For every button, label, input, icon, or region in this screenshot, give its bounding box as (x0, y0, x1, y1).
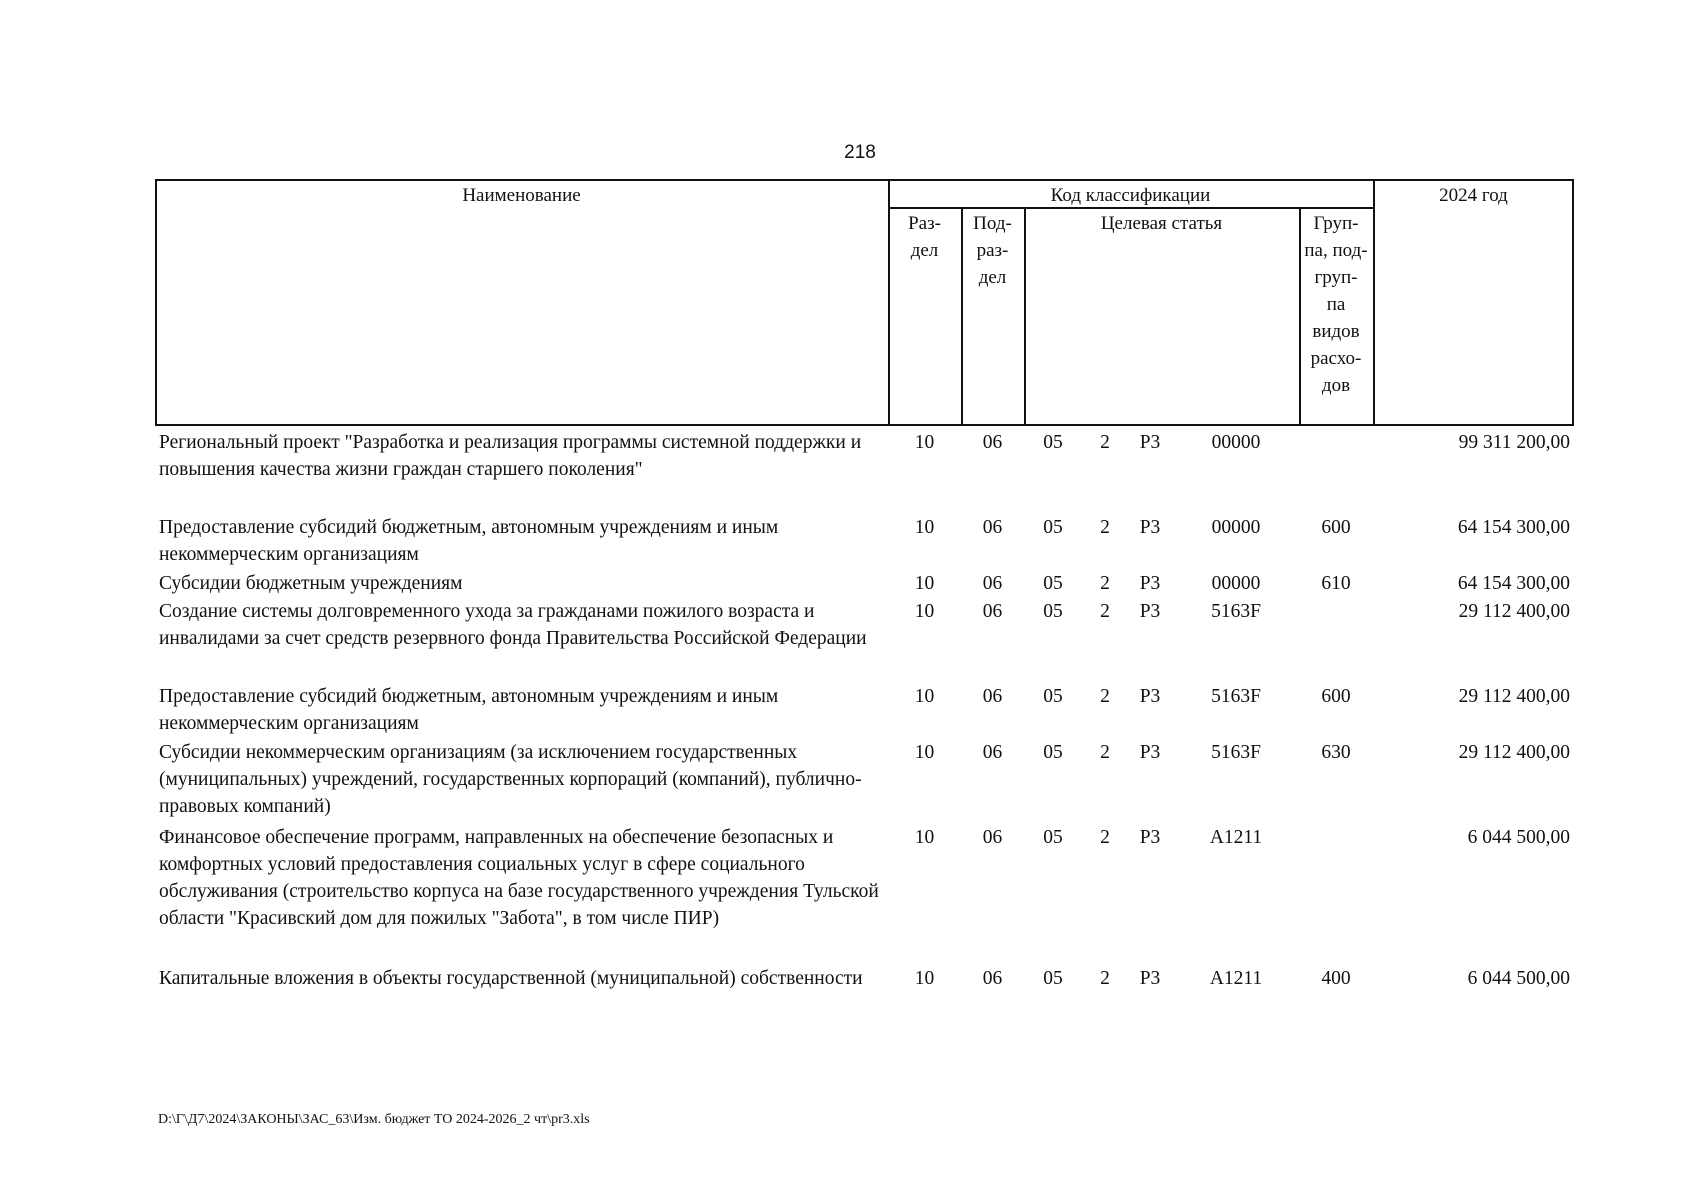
cell-target-subprogram: 2 (1100, 601, 1110, 622)
header-divider (1024, 208, 1026, 426)
cell-target-project: Р3 (1139, 573, 1161, 594)
header-divider (1373, 179, 1375, 426)
cell-target-subprogram: 2 (1100, 517, 1110, 538)
cell-razdel: 10 (914, 742, 935, 763)
header-classification: Код классификации (1050, 185, 1211, 206)
cell-amount: 29 112 400,00 (1458, 686, 1570, 707)
cell-podrazdel: 06 (982, 573, 1003, 594)
cell-name: Субсидии бюджетным учреждениям (159, 573, 463, 594)
cell-target-subprogram: 2 (1100, 827, 1110, 848)
cell-target-direction: А1211 (1209, 968, 1263, 989)
cell-name: Финансовое обеспечение программ, направленных на обеспечение безопасных и комфортных условий предоставления социальных услуг в сфере социального обслуживания (строительство корпуса на базе государственного учреждения Тульской области "Красивский дом для пожилых "Забота", в том числе ПИР) (159, 827, 879, 929)
header-section: Раз- дел (908, 213, 941, 261)
cell-expense-group: 400 (1321, 968, 1351, 989)
cell-target-subprogram: 2 (1100, 686, 1110, 707)
cell-amount: 29 112 400,00 (1458, 601, 1570, 622)
cell-target-subprogram: 2 (1100, 742, 1110, 763)
cell-razdel: 10 (914, 827, 935, 848)
cell-target-direction: 00000 (1211, 432, 1261, 453)
cell-target-project: Р3 (1139, 601, 1161, 622)
cell-target-project: Р3 (1139, 827, 1161, 848)
cell-amount: 99 311 200,00 (1458, 432, 1570, 453)
cell-name: Создание системы долговременного ухода за гражданами пожилого возраста и инвалидами за счет средств резервного фонда Правительства Российской Федерации (159, 601, 867, 649)
page-number: 218 (844, 142, 876, 163)
cell-razdel: 10 (914, 432, 935, 453)
cell-podrazdel: 06 (982, 827, 1003, 848)
table-header (155, 179, 1574, 426)
cell-name: Субсидии некоммерческим организациям (за исключением государственных (муниципальных) учреждений, государственных корпораций (компаний), публично-правовых компаний) (159, 742, 862, 817)
cell-target-subprogram: 2 (1100, 573, 1110, 594)
cell-target-direction: 00000 (1211, 573, 1261, 594)
cell-name: Предоставление субсидий бюджетным, автономным учреждениям и иным некоммерческим организациям (159, 686, 779, 734)
cell-target-subprogram: 2 (1100, 432, 1110, 453)
cell-target-subprogram: 2 (1100, 968, 1110, 989)
cell-amount: 6 044 500,00 (1467, 968, 1570, 989)
header-subsection: Под- раз- дел (973, 213, 1012, 288)
cell-amount: 29 112 400,00 (1458, 742, 1570, 763)
cell-expense-group: 630 (1321, 742, 1351, 763)
cell-expense-group: 600 (1321, 517, 1351, 538)
cell-expense-group: 610 (1321, 573, 1351, 594)
cell-razdel: 10 (914, 686, 935, 707)
cell-podrazdel: 06 (982, 432, 1003, 453)
cell-podrazdel: 06 (982, 742, 1003, 763)
cell-target-program: 05 (1043, 686, 1063, 707)
footer-file-path: D:\Г\Д7\2024\ЗАКОНЫ\ЗАС_63\Изм. бюджет ТО 2024-2026_2 чт\pr3.xls (158, 1112, 590, 1127)
cell-target-program: 05 (1043, 573, 1063, 594)
cell-podrazdel: 06 (982, 517, 1003, 538)
header-year: 2024 год (1439, 185, 1508, 206)
cell-target-program: 05 (1043, 742, 1063, 763)
cell-target-project: Р3 (1139, 517, 1161, 538)
cell-amount: 64 154 300,00 (1457, 517, 1570, 538)
cell-target-direction: 00000 (1211, 517, 1261, 538)
cell-target-program: 05 (1043, 432, 1063, 453)
cell-target-project: Р3 (1139, 432, 1161, 453)
cell-razdel: 10 (914, 601, 935, 622)
header-expense-group: Груп- па, под- груп- па видов расхо- дов (1304, 213, 1368, 396)
header-target-article: Целевая статья (1100, 213, 1223, 234)
cell-podrazdel: 06 (982, 686, 1003, 707)
cell-razdel: 10 (914, 517, 935, 538)
cell-name: Предоставление субсидий бюджетным, автономным учреждениям и иным некоммерческим организациям (159, 517, 779, 565)
cell-target-direction: 5163F (1211, 601, 1261, 622)
cell-amount: 64 154 300,00 (1457, 573, 1570, 594)
cell-target-project: Р3 (1139, 968, 1161, 989)
cell-target-direction: 5163F (1211, 686, 1261, 707)
header-name: Наименование (462, 185, 581, 206)
cell-target-program: 05 (1043, 968, 1063, 989)
cell-target-program: 05 (1043, 601, 1063, 622)
cell-podrazdel: 06 (982, 968, 1003, 989)
cell-target-direction: А1211 (1209, 827, 1263, 848)
cell-target-direction: 5163F (1211, 742, 1261, 763)
cell-target-project: Р3 (1139, 686, 1161, 707)
cell-razdel: 10 (914, 968, 935, 989)
cell-target-program: 05 (1043, 517, 1063, 538)
cell-name: Капитальные вложения в объекты государственной (муниципальной) собственности (159, 968, 863, 989)
cell-amount: 6 044 500,00 (1467, 827, 1570, 848)
cell-podrazdel: 06 (982, 601, 1003, 622)
cell-razdel: 10 (914, 573, 935, 594)
cell-target-program: 05 (1043, 827, 1063, 848)
cell-expense-group: 600 (1321, 686, 1351, 707)
cell-target-project: Р3 (1139, 742, 1161, 763)
cell-name: Региональный проект "Разработка и реализация программы системной поддержки и повышения качества жизни граждан старшего поколения" (159, 432, 862, 480)
